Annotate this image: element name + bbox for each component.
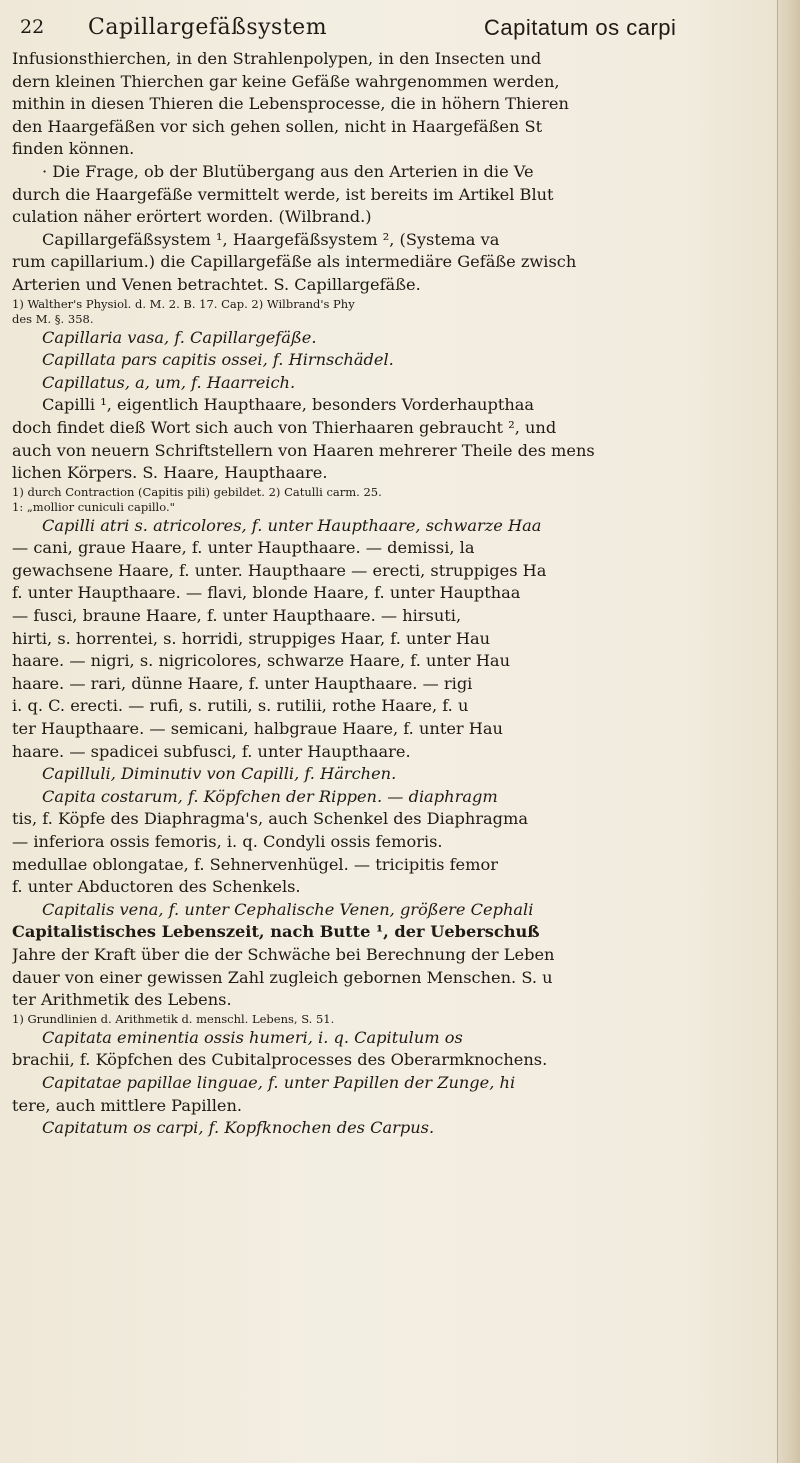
text-line: dauer von einer gewissen Zahl zugleich gebornen Menschen. S. u: [12, 967, 553, 987]
text-line: f. unter Haupthaare. — flavi, blonde Haare, f. unter Haupthaa: [12, 583, 521, 603]
entry-heading: Capitalis vena, f. unter Cephalische Venen, größere Cephali: [42, 899, 534, 919]
footnote: des M. §. 358.: [12, 311, 94, 326]
text-line: auch von neuern Schriftstellern von Haaren mehrerer Theile des mens: [12, 440, 595, 460]
text-line: mithin in diesen Thieren die Lebensprocesse, die in höhern Thieren: [12, 94, 569, 114]
text-line: den Haargefäßen vor sich gehen sollen, nicht in Haargefäßen St: [12, 116, 543, 136]
text-line: f. unter Abductoren des Schenkels.: [12, 877, 301, 897]
entry-heading: Capilluli, Diminutiv von Capilli, f. Härchen.: [42, 764, 397, 784]
text-line: medullae oblongatae, f. Sehnervenhügel. — tricipitis femor: [12, 854, 498, 874]
entry-heading: Capillatus, a, um, f. Haarreich.: [42, 372, 296, 392]
text-line: — fusci, braune Haare, f. unter Haupthaare. — hirsuti,: [12, 606, 462, 626]
entry-heading: Capillaria vasa, f. Capillargefäße.: [42, 327, 317, 347]
text-line: hirti, s. horrentei, s. horridi, struppiges Haar, f. unter Hau: [12, 628, 491, 648]
text-line: haare. — spadicei subfusci, f. unter Haupthaare.: [12, 741, 411, 761]
entry-heading: Capitatum os carpi, f. Kopfknochen des Carpus.: [42, 1118, 435, 1138]
page-number: 22: [20, 16, 45, 38]
text-line: Arterien und Venen betrachtet. S. Capillargefäße.: [12, 274, 421, 294]
text-line: durch die Haargefäße vermittelt werde, ist bereits im Artikel Blut: [12, 184, 554, 204]
entry-heading: Capilli atri s. atricolores, f. unter Haupthaare, schwarze Haa: [42, 515, 542, 535]
text-line: brachii, f. Köpfchen des Cubitalprocesses des Oberarmknochens.: [12, 1050, 548, 1070]
text-line: ter Haupthaare. — semicani, halbgraue Haare, f. unter Hau: [12, 719, 503, 739]
running-title-latin: Capitatum os carpi: [484, 15, 677, 40]
text-line: Infusionsthierchen, in den Strahlenpolypen, in den Insecten und: [12, 49, 542, 68]
entry-heading: Capillargefäßsystem ¹, Haargefäßsystem ², (Systema va: [42, 229, 500, 249]
text-column: [12, 48, 776, 1140]
entry-heading: Capilli ¹, eigentlich Haupthaare, besonders Vorderhaupthaa: [42, 395, 535, 415]
text-line: lichen Körpers. S. Haare, Haupthaare.: [12, 463, 328, 483]
text-line: ter Arithmetik des Lebens.: [12, 990, 232, 1010]
text-line: tere, auch mittlere Papillen.: [12, 1095, 243, 1115]
text-line: culation näher erörtert worden. (Wilbrand.): [12, 207, 372, 227]
binding-gutter: [777, 0, 800, 1463]
text-line: · Die Frage, ob der Blutübergang aus den Arterien in die Ve: [42, 161, 534, 181]
text-line: haare. — nigri, s. nigricolores, schwarze Haare, f. unter Hau: [12, 651, 511, 671]
footnote: 1) durch Contraction (Capitis pili) gebildet. 2) Catulli carm. 25.: [12, 484, 382, 499]
entry-heading: Capillata pars capitis ossei, f. Hirnschädel.: [42, 350, 394, 370]
entry-heading: Capitata eminentia ossis humeri, i. q. Capitulum os: [42, 1027, 463, 1047]
running-title-german: Capillargefäßsystem: [88, 15, 328, 40]
text-line: dern kleinen Thierchen gar keine Gefäße wahrgenommen werden,: [12, 71, 560, 91]
footnote: 1) Walther's Physiol. d. M. 2. B. 17. Cap. 2) Wilbrand's Phy: [12, 296, 355, 311]
text-line: i. q. C. erecti. — rufi, s. rutili, s. rutilii, rothe Haare, f. u: [12, 696, 469, 716]
text-line: finden können.: [12, 139, 135, 159]
page-header: [10, 10, 770, 44]
text-line: doch findet dieß Wort sich auch von Thierhaaren gebraucht ², und: [12, 417, 557, 437]
footnote: 1) Grundlinien d. Arithmetik d. menschl. Lebens, S. 51.: [12, 1011, 335, 1026]
text-line: tis, f. Köpfe des Diaphragma's, auch Schenkel des Diaphragma: [12, 809, 529, 829]
text-line: — cani, graue Haare, f. unter Haupthaare. — demissi, la: [12, 538, 475, 558]
entry-heading: Capitatae papillae linguae, f. unter Papillen der Zunge, hi: [42, 1072, 516, 1092]
text-line: — inferiora ossis femoris, i. q. Condyli ossis femoris.: [12, 832, 443, 851]
text-line: gewachsene Haare, f. unter. Haupthaare — erecti, struppiges Ha: [12, 560, 547, 580]
footnote: 1: „mollior cuniculi capillo.": [12, 499, 175, 514]
text-line: Jahre der Kraft über die der Schwäche bei Berechnung der Leben: [12, 944, 555, 964]
text-line: rum capillarium.) die Capillargefäße als intermediäre Gefäße zwisch: [12, 252, 577, 272]
entry-heading: Capitalistisches Lebenszeit, nach Butte ¹, der Ueberschuß: [12, 922, 540, 942]
text-line: haare. — rari, dünne Haare, f. unter Haupthaare. — rigi: [12, 673, 473, 693]
entry-heading: Capita costarum, f. Köpfchen der Rippen. — diaphragm: [42, 786, 498, 806]
